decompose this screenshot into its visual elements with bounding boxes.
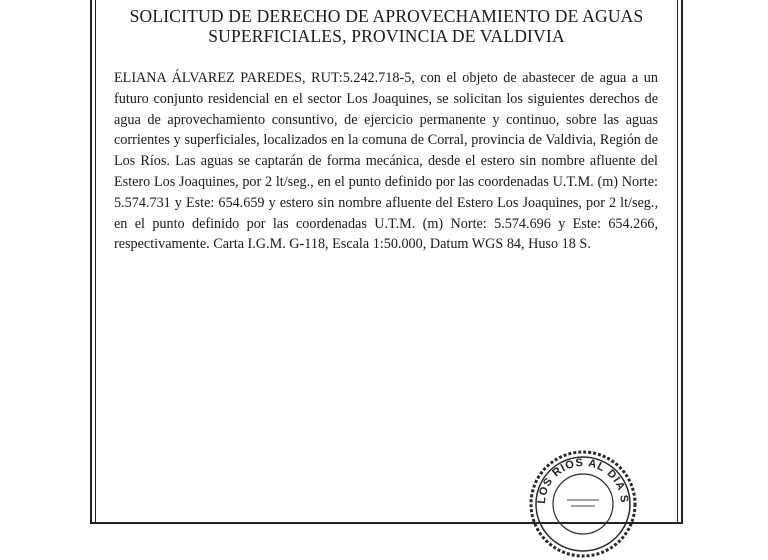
stamp-text: LOS RIOS AL DIA S [535,456,631,505]
document-body: ELIANA ÁLVAREZ PAREDES, RUT:5.242.718-5, con el objeto de abastecer de agua a un futuro conjunto residencial en el sector Los Joaquines, se solicitan los siguientes derechos de agua de aprovechamiento consuntivo, de ejercicio permanente y continuo, sobre las aguas corrientes y superficiales, localizados en la comuna de Corral, provincia de Valdivia, Región de Los Ríos. Las aguas se captarán de forma mecánica, desde el estero sin nombre afluente del Estero Los Joaquines, por 2 lt/seg., en el punto definido por las coordenadas U.T.M. (m) Norte: 5.574.731 y Este: 654.659 y estero sin nombre afluente del Estero Los Joaquines, por 2 lt/seg., en el punto definido por las coordenadas U.T.M. (m) Norte: 5.574.696 y Este: 654.266, respectivamente. Carta I.G.M. G-118, Escala 1:50.000, Datum WGS 84, Huso 18 S. [114,70,658,253]
title-line-2: SUPERFICIALES, PROVINCIA DE VALDIVIA [208,26,565,46]
newspaper-stamp [527,448,639,560]
document-title [95,6,678,46]
title-line-1: SOLICITUD DE DERECHO DE APROVECHAMIENTO DE AGUAS [129,6,644,26]
